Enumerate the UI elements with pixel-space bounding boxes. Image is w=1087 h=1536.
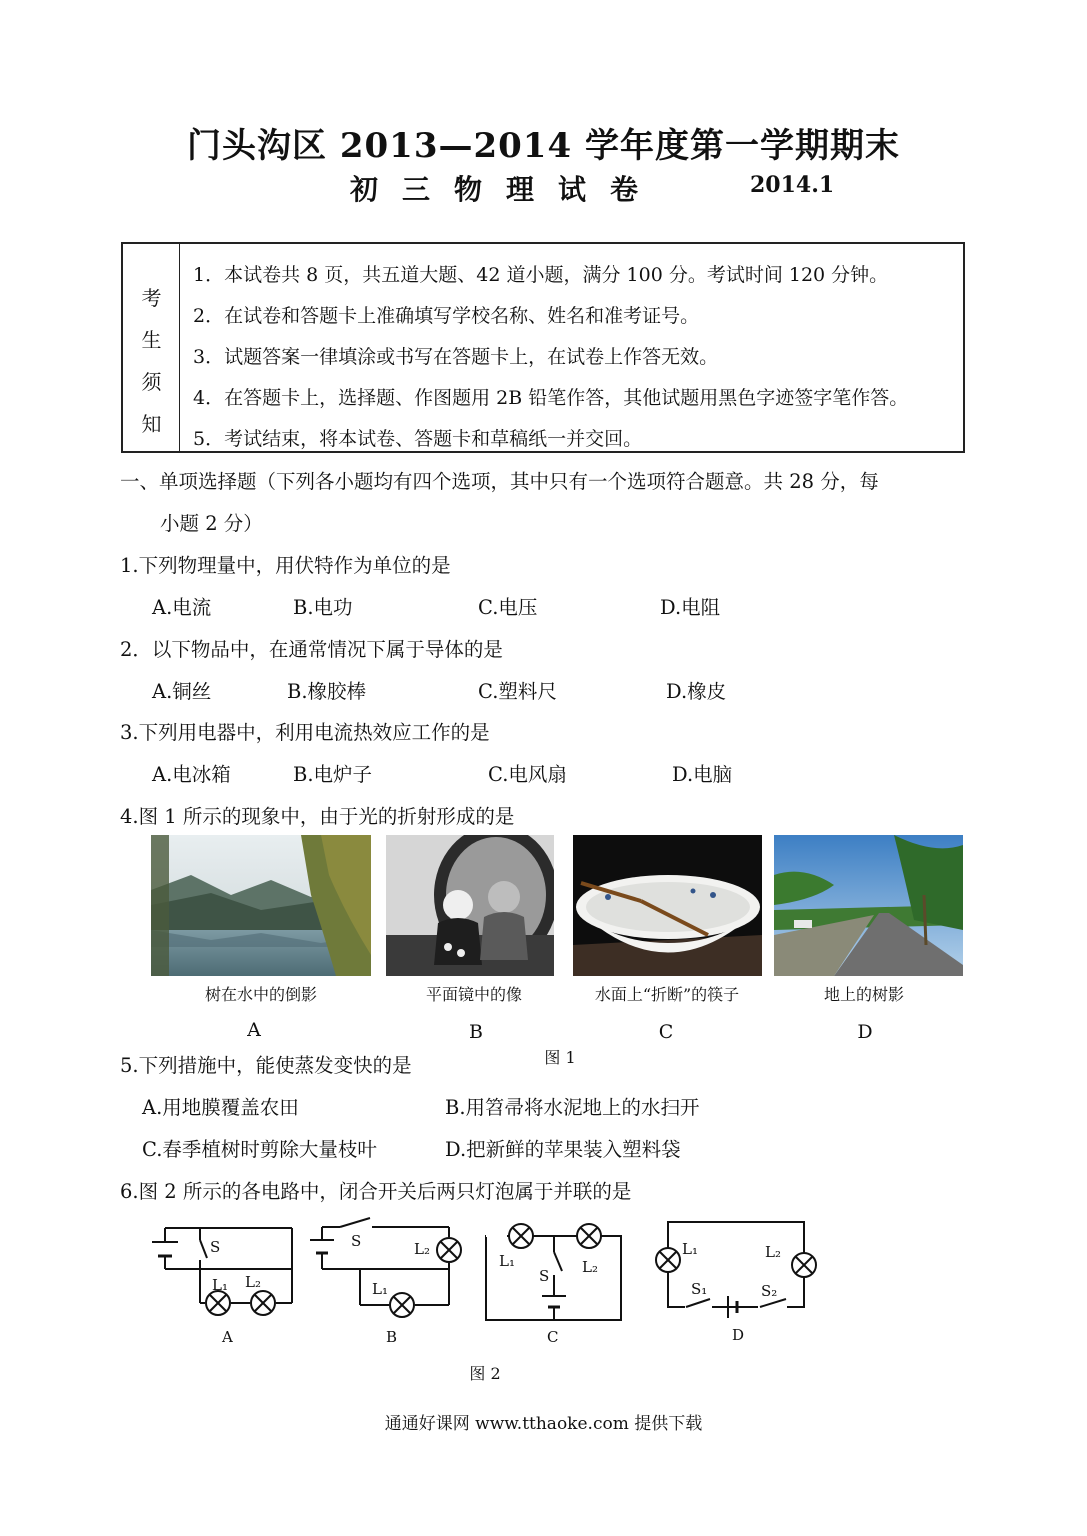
label-s1: S₁ [691, 1280, 708, 1298]
question-stem: 5.下列措施中，能使蒸发变快的是 [120, 1054, 412, 1077]
figure1-label-a: A [247, 1019, 261, 1041]
option: A.电流 [152, 596, 212, 619]
label-s: S [351, 1232, 362, 1250]
notice-item: 5．考试结束，将本试卷、答题卡和草稿纸一并交回。 [193, 428, 643, 450]
notice-item: 4．在答题卡上，选择题、作图题用 2B 铅笔作答，其他试题用黑色字迹签字笔作答。 [193, 387, 909, 409]
exam-subtitle: 初三物理试卷 [350, 173, 663, 206]
notice-item: 2．在试卷和答题卡上准确填写学校名称、姓名和准考证号。 [193, 305, 700, 327]
notice-side-char: 生 [141, 328, 162, 352]
footer-source: 通通好课网 www.tthaoke.com 提供下载 [384, 1414, 703, 1434]
circuit-label-a: A [222, 1328, 233, 1346]
option: C.电风扇 [488, 763, 567, 786]
option: D.把新鲜的苹果装入塑料袋 [445, 1138, 681, 1161]
notice-item: 3．试题答案一律填涂或书写在答题卡上，在试卷上作答无效。 [193, 346, 719, 368]
section-heading: 一、单项选择题（下列各小题均有四个选项，其中只有一个选项符合题意。共 28 分，每 [120, 470, 879, 493]
option: D.电阻 [660, 596, 721, 619]
notice-item: 1．本试卷共 8 页，共五道大题、42 道小题，满分 100 分。考试时间 120 分钟。 [193, 264, 889, 286]
option: B.电炉子 [293, 763, 373, 786]
exam-date: 2014.1 [750, 172, 835, 198]
label-s: S [210, 1238, 221, 1256]
option: B.橡胶棒 [287, 680, 367, 703]
notice-side-char: 知 [141, 412, 162, 436]
figure1-caption-c: 水面上“折断”的筷子 [594, 985, 740, 1004]
circuit-label-d: D [732, 1326, 745, 1344]
label-l1: L₁ [682, 1240, 698, 1258]
option: A.铜丝 [152, 680, 212, 703]
figure1-label-b: B [469, 1021, 483, 1043]
label-l1: L₁ [372, 1280, 388, 1298]
option: A.用地膜覆盖农田 [142, 1096, 299, 1119]
option: D.电脑 [672, 763, 733, 786]
label-s2: S₂ [761, 1282, 778, 1300]
question-stem: 4.图 1 所示的现象中，由于光的折射形成的是 [120, 805, 515, 828]
figure1-title: 图 1 [544, 1048, 576, 1067]
label-l1: L₁ [212, 1276, 228, 1294]
exam-title: 门头沟区 2013—2014 学年度第一学期期末 [187, 126, 900, 166]
option: B.用笤帚将水泥地上的水扫开 [445, 1096, 700, 1119]
label-l2: L₂ [245, 1273, 261, 1291]
option: A.电冰箱 [152, 763, 231, 786]
figure1-caption-a: 树在水中的倒影 [204, 985, 317, 1004]
option: C.塑料尺 [478, 680, 557, 703]
question-stem: 3.下列用电器中，利用电流热效应工作的是 [120, 721, 490, 744]
question-stem: 6.图 2 所示的各电路中，闭合开关后两只灯泡属于并联的是 [120, 1180, 632, 1203]
section-heading-cont: 小题 2 分） [160, 512, 263, 535]
label-l2: L₂ [765, 1243, 781, 1261]
figure1-label-c: C [658, 1021, 674, 1043]
figure1-caption-d: 地上的树影 [823, 985, 904, 1004]
option: C.春季植树时剪除大量枝叶 [142, 1138, 377, 1161]
notice-side-char: 须 [141, 370, 162, 394]
circuit-label-c: C [547, 1328, 559, 1346]
figure1-caption-b: 平面镜中的像 [425, 985, 522, 1004]
notice-side-char: 考 [141, 286, 162, 310]
figure1-label-d: D [857, 1021, 873, 1043]
label-l2: L₂ [414, 1240, 430, 1258]
circuit-label-b: B [386, 1328, 398, 1346]
option: D.橡皮 [666, 680, 727, 703]
option: C.电压 [478, 596, 538, 619]
question-stem: 1.下列物理量中，用伏特作为单位的是 [120, 554, 451, 577]
label-s: S [539, 1267, 550, 1285]
figure2-title: 图 2 [469, 1364, 501, 1383]
label-l1: L₁ [499, 1252, 515, 1270]
question-stem: 2．以下物品中，在通常情况下属于导体的是 [120, 638, 503, 661]
option: B.电功 [293, 596, 353, 619]
label-l2: L₂ [582, 1258, 598, 1276]
